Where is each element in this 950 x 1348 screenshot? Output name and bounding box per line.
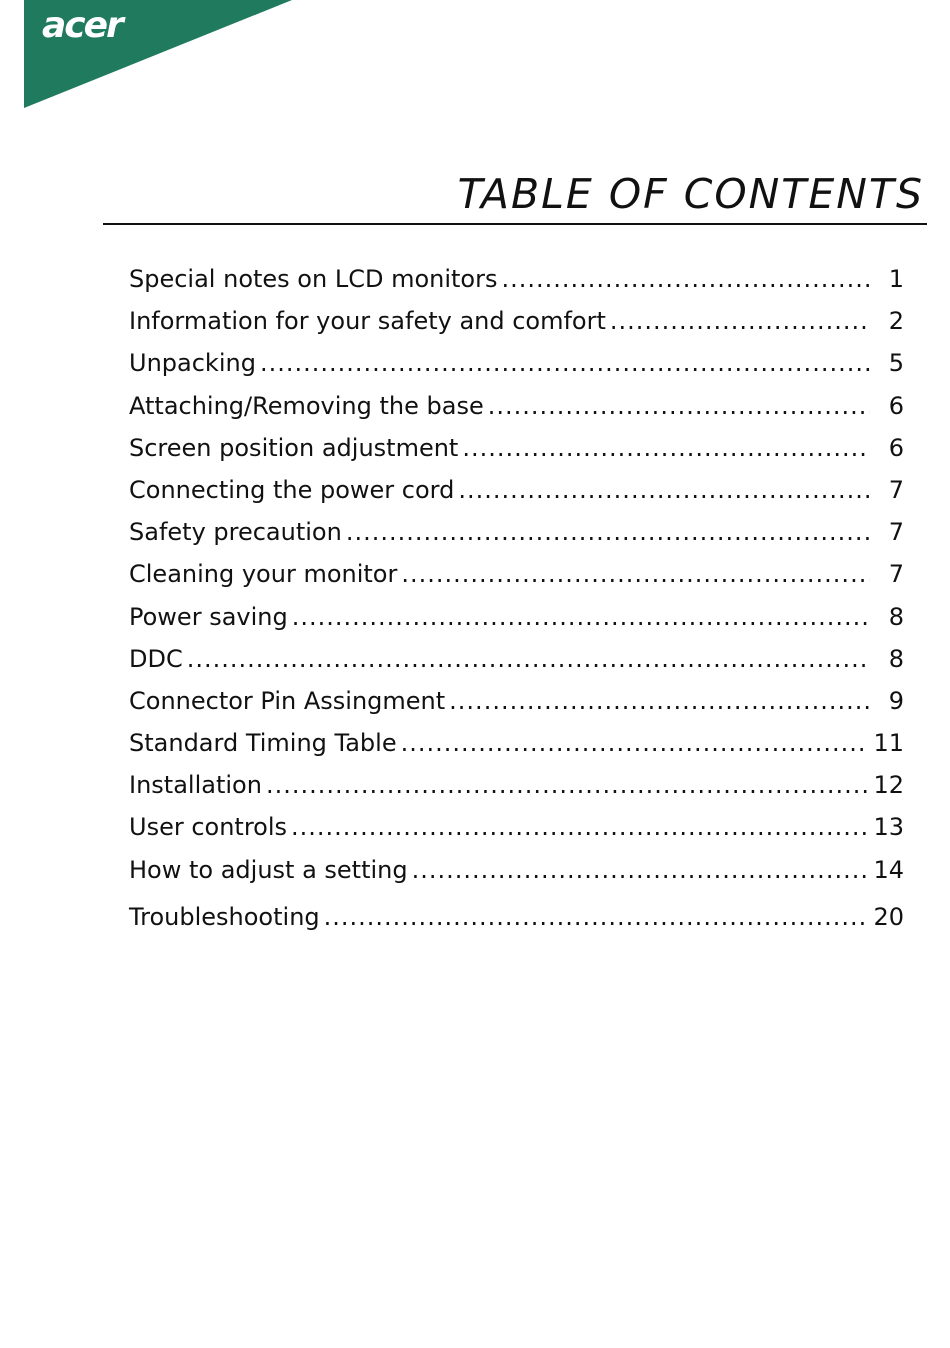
toc-entry-label: Cleaning your monitor	[129, 560, 398, 589]
toc-entry[interactable]	[129, 596, 904, 638]
toc-page-number: 8	[888, 644, 904, 673]
acer-logo-text: acer	[42, 5, 122, 46]
toc-entry[interactable]	[129, 764, 904, 806]
toc-page-number: 20	[873, 902, 904, 931]
toc-entry[interactable]	[129, 469, 904, 511]
toc-dot-leader	[187, 638, 870, 680]
toc-entry-label: How to adjust a setting	[129, 855, 408, 884]
toc-entry[interactable]	[129, 722, 904, 764]
toc-page-number: 7	[888, 560, 904, 589]
toc-entry[interactable]	[129, 258, 904, 300]
toc-entry[interactable]	[129, 511, 904, 553]
toc-entry[interactable]	[129, 300, 904, 342]
toc-page-number: 7	[888, 518, 904, 547]
toc-entry-label: User controls	[129, 813, 288, 842]
toc-entry-label: Safety precaution	[129, 518, 342, 547]
toc-entry-label: Connector Pin Assingment	[129, 686, 446, 715]
toc-dot-leader	[401, 722, 870, 764]
toc-entry[interactable]	[129, 896, 904, 938]
acer-logo-banner	[0, 0, 300, 115]
toc-dot-leader	[291, 806, 869, 848]
toc-page-number: 2	[888, 307, 904, 336]
toc-dot-leader	[401, 553, 870, 595]
toc-page-number: 12	[873, 771, 904, 800]
toc-dot-leader	[346, 511, 870, 553]
toc-entry[interactable]	[129, 849, 904, 891]
toc-dot-leader	[462, 427, 870, 469]
toc-dot-leader	[412, 849, 870, 891]
toc-entry-label: Screen position adjustment	[129, 433, 459, 462]
toc-entry-label: Information for your safety and comfort	[129, 307, 606, 336]
toc-entry[interactable]	[129, 638, 904, 680]
toc-entry-label: DDC	[129, 644, 183, 673]
title-divider	[103, 223, 927, 225]
toc-dot-leader	[292, 596, 870, 638]
toc-entry[interactable]	[129, 342, 904, 384]
toc-page-number: 9	[888, 686, 904, 715]
toc-dot-leader	[610, 300, 870, 342]
toc-entry[interactable]	[129, 385, 904, 427]
toc-page-number: 1	[888, 265, 904, 293]
toc-page-number: 6	[888, 391, 904, 420]
toc-dot-leader	[324, 896, 870, 938]
toc-dot-leader	[501, 258, 870, 300]
toc-entry-label: Special notes on LCD monitors	[129, 265, 498, 293]
page-title: TABLE OF CONTENTS	[457, 170, 924, 218]
toc-page-number: 14	[873, 855, 904, 884]
toc-dot-leader	[260, 342, 870, 384]
toc-dot-leader	[449, 680, 870, 722]
toc-entry-label: Troubleshooting	[129, 902, 320, 931]
toc-page-number: 6	[888, 433, 904, 462]
toc-dot-leader	[458, 469, 870, 511]
toc-dot-leader	[488, 385, 870, 427]
toc-list	[129, 258, 904, 938]
toc-page-number: 11	[873, 729, 904, 758]
toc-page-number: 5	[888, 349, 904, 378]
toc-dot-leader	[266, 764, 870, 806]
toc-page-number: 7	[888, 475, 904, 504]
toc-entry[interactable]	[129, 553, 904, 595]
toc-entry-label: Attaching/Removing the base	[129, 391, 484, 420]
toc-entry-label: Installation	[129, 771, 262, 800]
toc-entry-label: Connecting the power cord	[129, 475, 455, 504]
toc-entry-label: Standard Timing Table	[129, 729, 397, 758]
toc-entry[interactable]	[129, 427, 904, 469]
toc-entry[interactable]	[129, 806, 904, 848]
toc-entry[interactable]	[129, 680, 904, 722]
toc-page-number: 8	[888, 602, 904, 631]
toc-page-number: 13	[873, 813, 904, 842]
toc-entry-label: Unpacking	[129, 349, 256, 378]
toc-entry-label: Power saving	[129, 602, 288, 631]
